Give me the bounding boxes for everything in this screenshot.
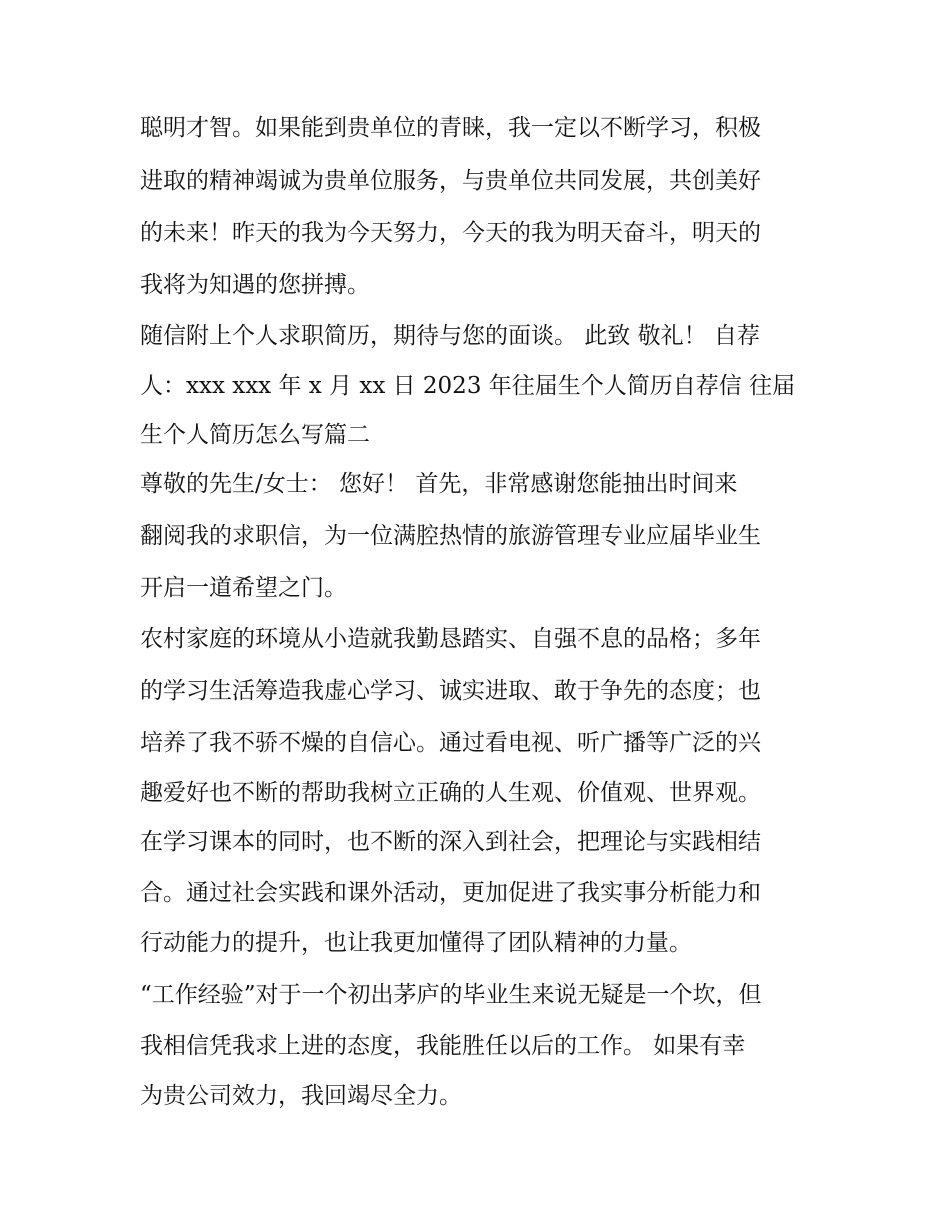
text-line: 合。通过社会实践和课外活动，更加促进了我实事分析能力和: [140, 880, 761, 906]
text-line: “工作经验”对于一个初出茅庐的毕业生来说无疑是一个坎，但: [140, 982, 762, 1008]
text-line: 的学习生活筹造我虚心学习、诚实进取、敢于争先的态度；也: [140, 678, 761, 704]
text-line: 趣爱好也不断的帮助我树立正确的人生观、价值观、世界观。: [140, 780, 761, 806]
text-line: 行动能力的提升，也让我更加懂得了团队精神的力量。: [140, 930, 692, 956]
text-line: 尊敬的先生/女士： 您好！ 首先，非常感谢您能抽出时间来: [140, 471, 738, 497]
text-line: 开启一道希望之门。: [140, 575, 347, 601]
text-line: 为贵公司效力，我回竭尽全力。: [140, 1083, 462, 1109]
text-line: 农村家庭的环境从小造就我勤恳踏实、自强不息的品格；多年: [140, 626, 761, 652]
text-line: 培养了我不骄不燥的自信心。通过看电视、听广播等广泛的兴: [140, 730, 761, 756]
text-line: 生个人简历怎么写篇二: [140, 422, 370, 448]
text-line: 聪明才智。如果能到贵单位的青睐，我一定以不断学习，积极: [140, 115, 761, 141]
text-line: 的未来！昨天的我为今天努力，今天的我为明天奋斗，明天的: [140, 220, 761, 246]
text-line: 随信附上个人求职简历，期待与您的面谈。 此致 敬礼！ 自荐: [140, 323, 760, 349]
text-line: 我将为知遇的您拼搏。: [140, 272, 370, 298]
text-line: 翻阅我的求职信，为一位满腔热情的旅游管理专业应届毕业生: [140, 523, 761, 549]
text-line: 我相信凭我求上进的态度，我能胜任以后的工作。 如果有幸: [140, 1033, 746, 1059]
text-line: 进取的精神竭诚为贵单位服务，与贵单位共同发展，共创美好: [140, 168, 761, 194]
text-line: 在学习课本的同时，也不断的深入到社会，把理论与实践相结: [140, 829, 761, 855]
text-line: 人：xxx xxx 年 x 月 xx 日 2023 年往届生个人简历自荐信 往届: [140, 373, 796, 399]
